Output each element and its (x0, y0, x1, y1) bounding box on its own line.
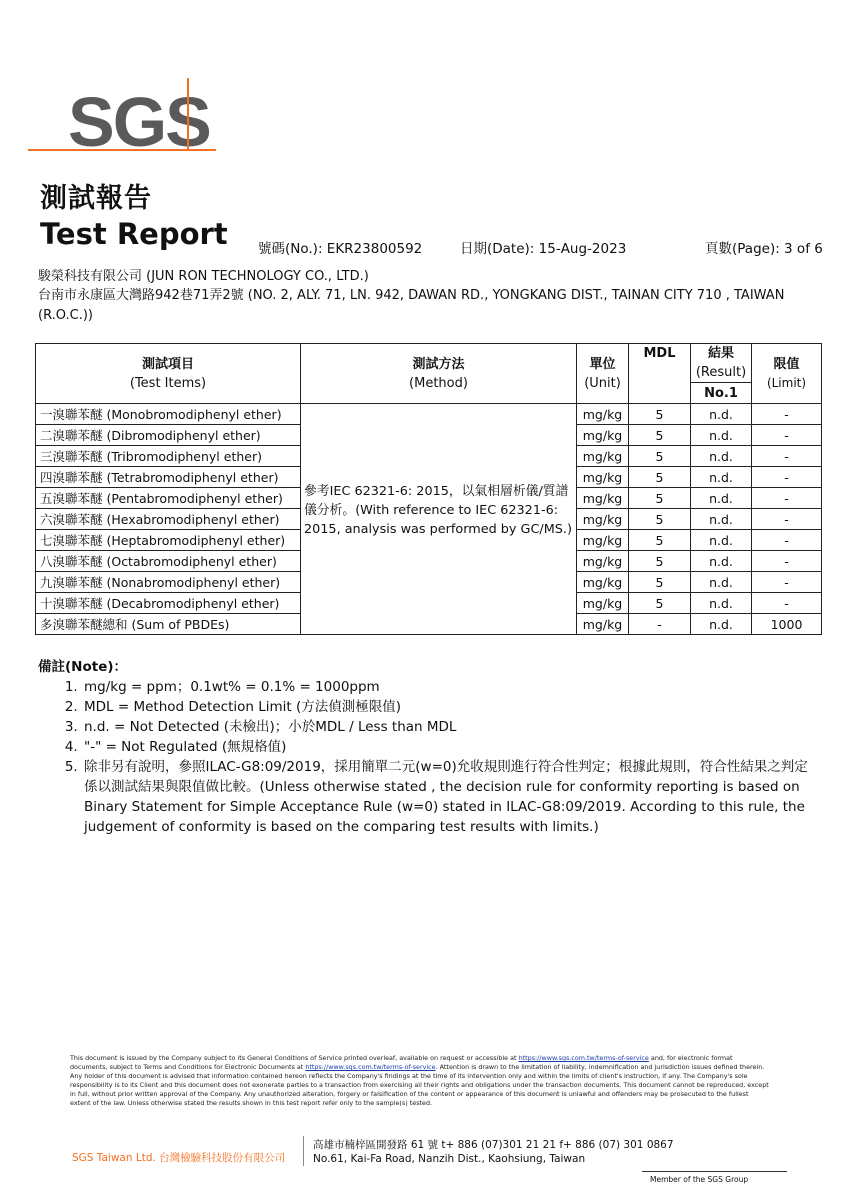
test-item: 五溴聯苯醚 (Pentabromodiphenyl ether) (36, 488, 301, 509)
client-name: 駿榮科技有限公司 (JUN RON TECHNOLOGY CO., LTD.) (38, 269, 369, 284)
limit-cell: - (752, 509, 822, 530)
limit-cell: - (752, 446, 822, 467)
header-test-items: 測試項目 (Test Items) (36, 344, 301, 404)
legal-disclaimer: This document is issued by the Company subject to its General Conditions of Service printed overleaf, available on request or accessible at https://www.sgs.com.tw/terms-of-service and, for electronic format documents, subject to Terms and Conditions for Electronic Documents at https://www.sgs.com.tw/terms-of-service. Attention is drawn to the limitation of liability, indemnification and jurisdiction issues defined therein. Any holder of this document is advised that information contained hereon reflects the Company's findings at the time of its intervention only and within the limits of client's instruction, if any. The Company's sole responsibility is to its Client and this document does not exonerate parties to a transaction from exercising all their rights and obligations under the transaction documents. This document cannot be reproduced, except in full, without prior written approval of the Company. Any unauthorized alteration, forgery or falsification of the content or appearance of this document is unlawful and offenders may be prosecuted to the fullest extent of the law. Unless otherwise stated the results shown in this test report refer only to the sample(s) tested. (70, 1054, 769, 1107)
test-item: 六溴聯苯醚 (Hexabromodiphenyl ether) (36, 509, 301, 530)
footer-divider (303, 1136, 304, 1166)
result-cell: n.d. (691, 572, 752, 593)
mdl-cell: 5 (629, 467, 691, 488)
result-cell: n.d. (691, 467, 752, 488)
sgs-logo (28, 78, 223, 158)
unit-cell: mg/kg (577, 530, 629, 551)
notes-section (38, 655, 818, 837)
footer-member-text: Member of the SGS Group (650, 1175, 749, 1184)
header-unit: 單位 (Unit) (577, 344, 629, 404)
logo-text: SGS (68, 83, 210, 158)
report-date: 日期(Date): 15-Aug-2023 (460, 241, 627, 257)
test-item: 八溴聯苯醚 (Octabromodiphenyl ether) (36, 551, 301, 572)
report-number: 號碼(No.): EKR23800592 (258, 241, 423, 257)
note-item: 5. 除非另有說明，參照ILAC-G8:09/2019，採用簡單二元(w=0)允收規則進行符合性判定；根據此規則，符合性結果之判定係以測試結果與限值做比較。(Unless otherwise stated , the decision rule for conformity reporting is based on Binary Statement for Simple Acceptance Rule (w=0) stated in ILAC-G8:09/2019. According to this rule, the judgement of conformity is based on the comparing test results with limits.) (82, 757, 818, 837)
unit-cell: mg/kg (577, 593, 629, 614)
mdl-cell: 5 (629, 425, 691, 446)
limit-cell: - (752, 551, 822, 572)
mdl-cell: 5 (629, 593, 691, 614)
test-item: 三溴聯苯醚 (Tribromodiphenyl ether) (36, 446, 301, 467)
unit-cell: mg/kg (577, 446, 629, 467)
test-item: 九溴聯苯醚 (Nonabromodiphenyl ether) (36, 572, 301, 593)
footer-company-name: SGS Taiwan Ltd. 台灣檢驗科技股份有限公司 (72, 1152, 286, 1164)
unit-cell: mg/kg (577, 551, 629, 572)
note-item: 4. "-" = Not Regulated (無規格值) (82, 737, 818, 757)
limit-cell: - (752, 593, 822, 614)
result-cell: n.d. (691, 509, 752, 530)
limit-cell: - (752, 530, 822, 551)
test-item: 二溴聯苯醚 (Dibromodiphenyl ether) (36, 425, 301, 446)
note-item: 3. n.d. = Not Detected (未檢出)；小於MDL / Less than MDL (82, 717, 818, 737)
limit-cell: 1000 (752, 614, 822, 635)
result-cell: n.d. (691, 404, 752, 425)
page-indicator: 頁數(Page): 3 of 6 (705, 241, 823, 257)
unit-cell: mg/kg (577, 509, 629, 530)
result-cell: n.d. (691, 488, 752, 509)
limit-cell: - (752, 488, 822, 509)
report-title-en: Test Report (40, 217, 228, 251)
result-cell: n.d. (691, 530, 752, 551)
unit-cell: mg/kg (577, 488, 629, 509)
mdl-cell: - (629, 614, 691, 635)
unit-cell: mg/kg (577, 614, 629, 635)
method-cell: 參考IEC 62321-6: 2015，以氣相層析儀/質譜儀分析。(With reference to IEC 62321-6: 2015, analysis was performed by GC/MS.) (301, 404, 577, 635)
unit-cell: mg/kg (577, 404, 629, 425)
electronic-terms-link[interactable]: https://www.sgs.com.tw/terms-of-service (305, 1062, 436, 1071)
result-cell: n.d. (691, 593, 752, 614)
mdl-cell: 5 (629, 446, 691, 467)
header-result: 結果 (Result) (691, 344, 752, 383)
table-row (36, 404, 822, 425)
unit-cell: mg/kg (577, 572, 629, 593)
header-limit: 限值 (Limit) (752, 344, 822, 404)
unit-cell: mg/kg (577, 467, 629, 488)
limit-cell: - (752, 572, 822, 593)
header-sample-no: No.1 (691, 383, 752, 404)
limit-cell: - (752, 467, 822, 488)
result-cell: n.d. (691, 551, 752, 572)
notes-title: 備註(Note)： (38, 659, 128, 675)
mdl-cell: 5 (629, 509, 691, 530)
test-item: 七溴聯苯醚 (Heptabromodiphenyl ether) (36, 530, 301, 551)
mdl-cell: 5 (629, 572, 691, 593)
mdl-cell: 5 (629, 488, 691, 509)
limit-cell: - (752, 404, 822, 425)
result-cell: n.d. (691, 446, 752, 467)
footer-address-en: No.61, Kai-Fa Road, Nanzih Dist., Kaohsiung, Taiwan (313, 1153, 586, 1165)
note-item: 1. mg/kg = ppm；0.1wt% = 0.1% = 1000ppm (82, 677, 818, 697)
report-title-zh: 測試報告 (40, 183, 152, 214)
results-table (35, 343, 822, 635)
test-item: 一溴聯苯醚 (Monobromodiphenyl ether) (36, 404, 301, 425)
client-address: 台南市永康區大灣路942巷71弄2號 (NO. 2, ALY. 71, LN. 942, DAWAN RD., YONGKANG DIST., TAINAN CITY 710 , TAIWAN (R.O.C.)) (38, 288, 785, 323)
result-cell: n.d. (691, 614, 752, 635)
mdl-cell: 5 (629, 551, 691, 572)
test-item: 十溴聯苯醚 (Decabromodiphenyl ether) (36, 593, 301, 614)
terms-link[interactable]: https://www.sgs.com.tw/terms-of-service (518, 1054, 649, 1062)
header-mdl: MDL (629, 344, 691, 404)
footer-rule (642, 1171, 787, 1172)
result-cell: n.d. (691, 425, 752, 446)
mdl-cell: 5 (629, 530, 691, 551)
mdl-cell: 5 (629, 404, 691, 425)
sum-item: 多溴聯苯醚總和 (Sum of PBDEs) (36, 614, 301, 635)
note-item: 2. MDL = Method Detection Limit (方法偵測極限值) (82, 697, 818, 717)
unit-cell: mg/kg (577, 425, 629, 446)
limit-cell: - (752, 425, 822, 446)
test-item: 四溴聯苯醚 (Tetrabromodiphenyl ether) (36, 467, 301, 488)
footer-address-zh: 高雄市楠梓區開發路 61 號 t+ 886 (07)301 21 21 f+ 886 (07) 301 0867 (313, 1139, 674, 1151)
notes-list (38, 677, 818, 837)
header-method: 測試方法 (Method) (301, 344, 577, 404)
